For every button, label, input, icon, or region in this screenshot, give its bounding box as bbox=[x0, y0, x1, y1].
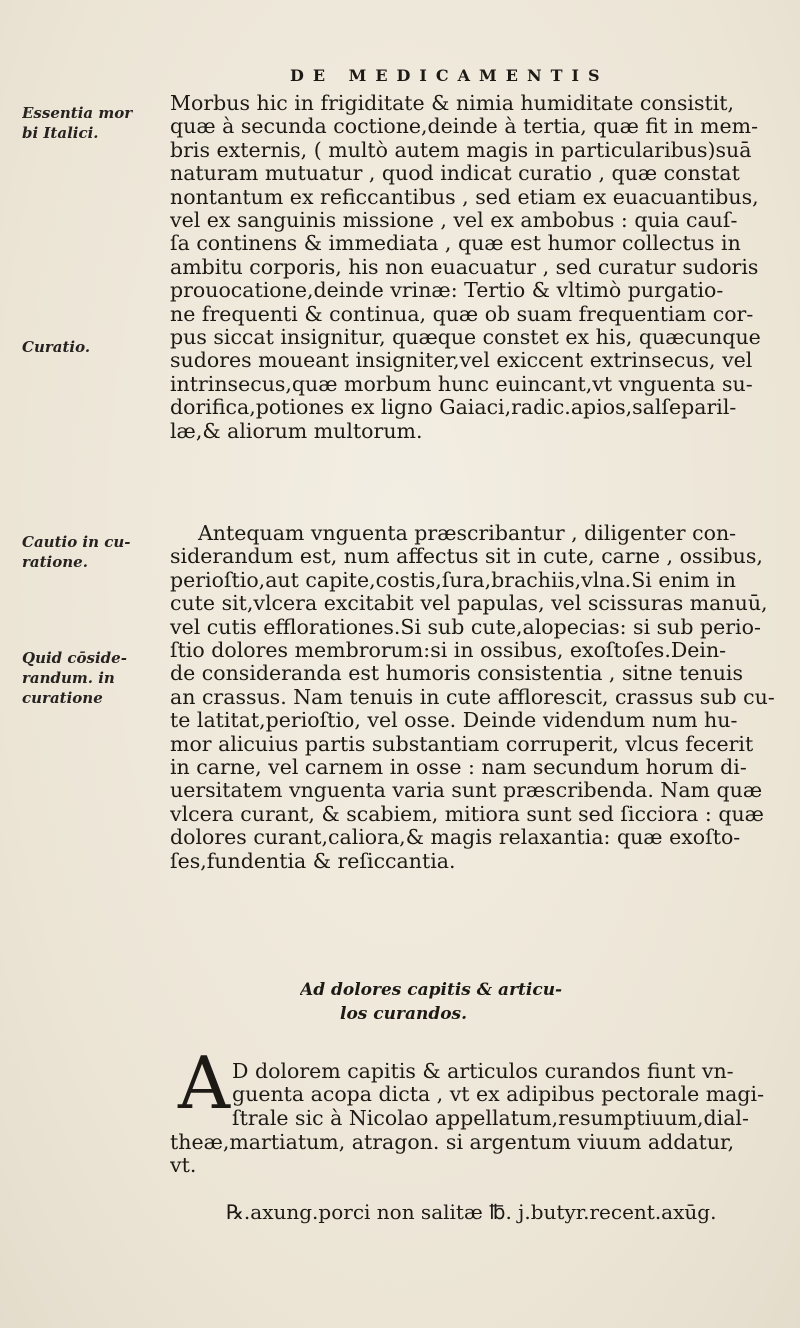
margin-note-line: Cautio in cu- bbox=[22, 533, 131, 551]
text-line: prouocatione,deinde vrinæ: Tertio & vltimò purgatio- bbox=[170, 279, 724, 303]
running-head: DE MEDICAMENTIS bbox=[290, 66, 609, 85]
text-line: an crassus. Nam tenuis in cute afflorescit, crassus sub cu- bbox=[170, 685, 775, 709]
margin-note-line: randum. in bbox=[22, 669, 115, 687]
margin-note-curatio bbox=[22, 337, 162, 357]
section-heading bbox=[300, 978, 700, 1026]
text-line: nontantum ex reficcantibus , sed etiam ex euacuantibus, bbox=[170, 185, 759, 209]
text-line: mor alicuius partis substantiam corruperit, vlcus fecerit bbox=[170, 732, 754, 756]
text-line: siderandum est, num affectus sit in cute, carne , ossibus, bbox=[170, 545, 763, 569]
heading-line: los curandos. bbox=[340, 1004, 468, 1024]
text-line: naturam mutuatur , quod indicat curatio , quæ constat bbox=[170, 162, 740, 186]
text-line: dolores curant,caliora,& magis relaxantia: quæ exoſto- bbox=[170, 826, 741, 850]
text-line: pus siccat insignitur, quæque constet ex his, quæcunque bbox=[170, 326, 761, 350]
margin-note-cautio bbox=[22, 532, 162, 572]
text-line: vel ex sanguinis missione , vel ex ambobus : quia cauſ- bbox=[170, 209, 738, 233]
text-line: sudores moueant insigniter,vel exiccent extrinsecus, vel bbox=[170, 349, 753, 373]
text-line: Antequam vnguenta præscribantur , diligenter con- bbox=[198, 522, 737, 545]
margin-note-quid bbox=[22, 648, 162, 708]
margin-note-essentia bbox=[22, 103, 162, 143]
text-line: ſtio dolores membrorum:si in ossibus, exoſtoſes.Dein- bbox=[170, 639, 727, 663]
margin-note-line: bi Italici. bbox=[22, 124, 99, 142]
text-line: cute sit,vlcera excitabit vel papulas, vel scissuras manuū, bbox=[170, 592, 768, 616]
paragraph-antequam bbox=[170, 522, 792, 873]
text-line: Morbus hic in frigiditate & nimia humiditate consistit, bbox=[170, 92, 735, 115]
drop-cap: A bbox=[178, 1041, 230, 1125]
text-line: intrinsecus,quæ morbum hunc euincant,vt vnguenta su- bbox=[170, 372, 753, 396]
text-line: ſtrale sic à Nicolao appellatum,resumptiuum,dial- bbox=[232, 1106, 749, 1130]
text-line: in carne, vel carnem in osse : nam secundum horum di- bbox=[170, 756, 747, 780]
text-line: D dolorem capitis & articulos curandos fiunt vn- bbox=[232, 1060, 734, 1083]
text-line: vlcera curant, & scabiem, mitiora sunt sed ſicciora : quæ bbox=[170, 802, 764, 826]
margin-note-line: Quid cōside- bbox=[22, 649, 127, 667]
text-line: ambitu corporis, his non euacuatur , sed curatur sudoris bbox=[170, 255, 759, 279]
text-line: bris externis, ( multò autem magis in particularibus)suā bbox=[170, 138, 752, 162]
text-line: ne frequenti & continua, quæ ob suam frequentiam cor- bbox=[170, 302, 754, 326]
margin-note-line: Curatio. bbox=[22, 338, 91, 356]
text-line: uersitatem vnguenta varia sunt præscribenda. Nam quæ bbox=[170, 779, 763, 803]
margin-note-line: ratione. bbox=[22, 553, 88, 571]
text-line: quæ à secunda coctione,deinde à tertia, quæ fit in mem- bbox=[170, 115, 759, 139]
text-line: ſa continens & immediata , quæ est humor collectus in bbox=[170, 232, 741, 256]
text-line: theæ,martiatum, atragon. si argentum viuum addatur, bbox=[170, 1131, 735, 1154]
text-line: perioſtio,aut capite,costis,ſura,brachiis,vlna.Si enim in bbox=[170, 568, 736, 592]
paragraph-ad-dolorem-continued bbox=[170, 1131, 792, 1178]
paragraph-ad-dolorem bbox=[232, 1060, 792, 1130]
text-line: vt. bbox=[170, 1154, 197, 1178]
text-line: te latitat,perioſtio, vel osse. Deinde videndum num hu- bbox=[170, 709, 738, 733]
heading-line: Ad dolores capitis & articu- bbox=[300, 980, 563, 1000]
text-line: de consideranda est humoris consistentia , sitne tenuis bbox=[170, 662, 743, 686]
text-line: læ,& aliorum multorum. bbox=[170, 419, 423, 443]
text-line: vel cutis efflorationes.Si sub cute,alopecias: si sub perio- bbox=[170, 615, 761, 639]
text-line: ſes,fundentia & reſiccantia. bbox=[170, 849, 456, 873]
text-line: dorifica,potiones ex ligno Gaiaci,radic.apios,salſeparil- bbox=[170, 396, 737, 420]
margin-note-line: curatione bbox=[22, 689, 103, 707]
text-line: guenta acopa dicta , vt ex adipibus pectorale magi- bbox=[232, 1083, 765, 1107]
paragraph-morbus bbox=[170, 92, 792, 443]
recipe-line: ℞.axung.porci non salitæ ℔. j.butyr.recent.axūg. bbox=[226, 1200, 717, 1224]
margin-note-line: Essentia mor bbox=[22, 104, 133, 122]
